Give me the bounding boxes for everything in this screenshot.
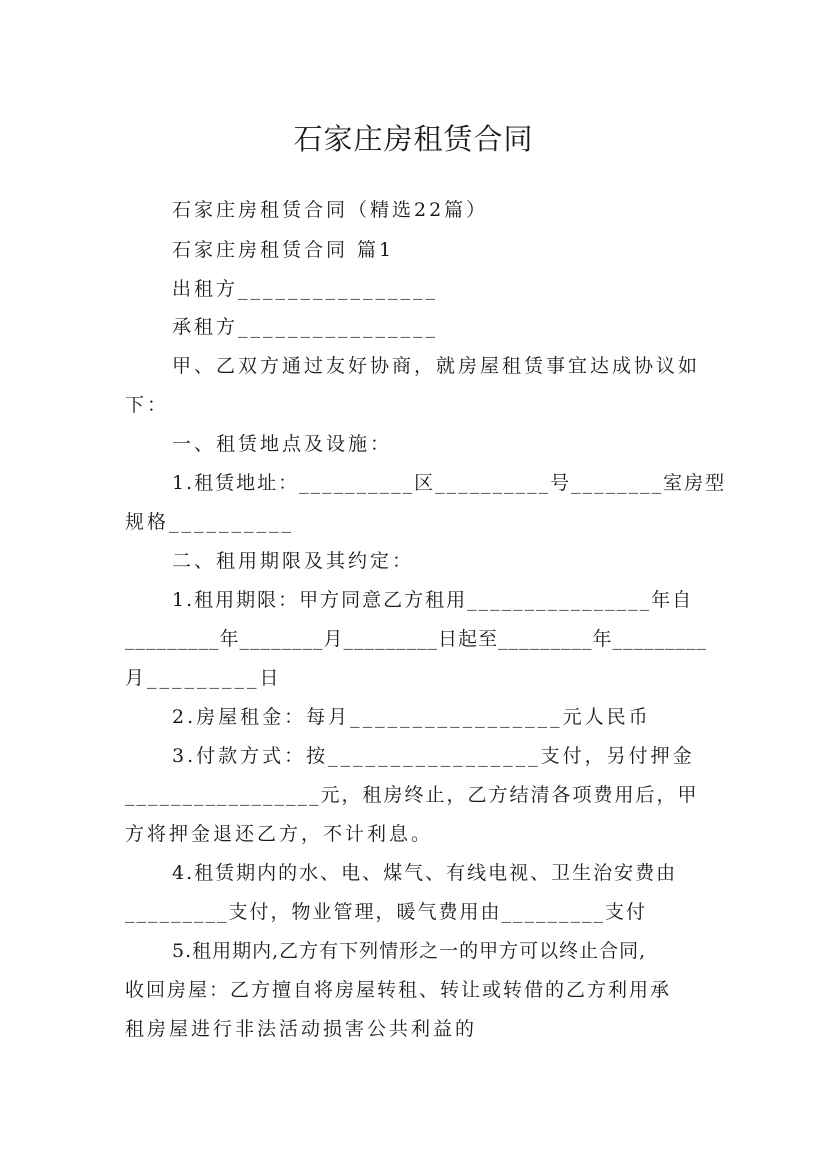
lessor-line: 出租方________________ [172, 278, 439, 300]
paragraph-line: 1.租用期限：甲方同意乙方租用________________年自 [172, 589, 694, 611]
paragraph-line: _________________元，租房终止，乙方结清各项费用后，甲 [125, 784, 699, 806]
paragraph-line: _________支付，物业管理，暖气费用由_________支付 [125, 901, 648, 923]
section-heading: 石家庄房租赁合同 篇1 [172, 239, 395, 261]
document-title: 石家庄房租赁合同 [293, 122, 534, 157]
paragraph-line: 4.租赁期内的水、电、煤气、有线电视、卫生治安费由 [172, 862, 678, 884]
clause-heading: 二、租用期限及其约定： [172, 550, 415, 572]
paragraph-line: 5.租用期内,乙方有下列情形之一的甲方可以终止合同, [172, 940, 647, 962]
paragraph-line: 方将押金退还乙方，不计利息。 [125, 823, 434, 845]
paragraph-line: _________年________月_________日起至_________年_________ [125, 628, 708, 650]
paragraph-line: 1.租赁地址：__________区__________号________室房型 [172, 472, 727, 494]
lessee-line: 承租方________________ [172, 316, 439, 338]
paragraph-line: 规格__________ [125, 511, 295, 533]
clause-heading: 一、租赁地点及设施： [172, 433, 393, 455]
paragraph-line: 下： [125, 394, 170, 416]
paragraph-line: 月_________日 [125, 667, 282, 689]
subtitle-line: 石家庄房租赁合同（精选22篇） [172, 199, 489, 221]
paragraph-line: 租房屋进行非法活动损害公共利益的 [125, 1018, 478, 1040]
paragraph-line: 2.房屋租金：每月_________________元人民币 [172, 706, 651, 728]
paragraph-line: 甲、乙双方通过友好协商，就房屋租赁事宜达成协议如 [172, 355, 701, 377]
paragraph-line: 3.付款方式：按_________________支付，另付押金 [172, 745, 695, 767]
paragraph-line: 收回房屋：乙方擅自将房屋转租、转让或转借的乙方利用承 [125, 979, 672, 1001]
